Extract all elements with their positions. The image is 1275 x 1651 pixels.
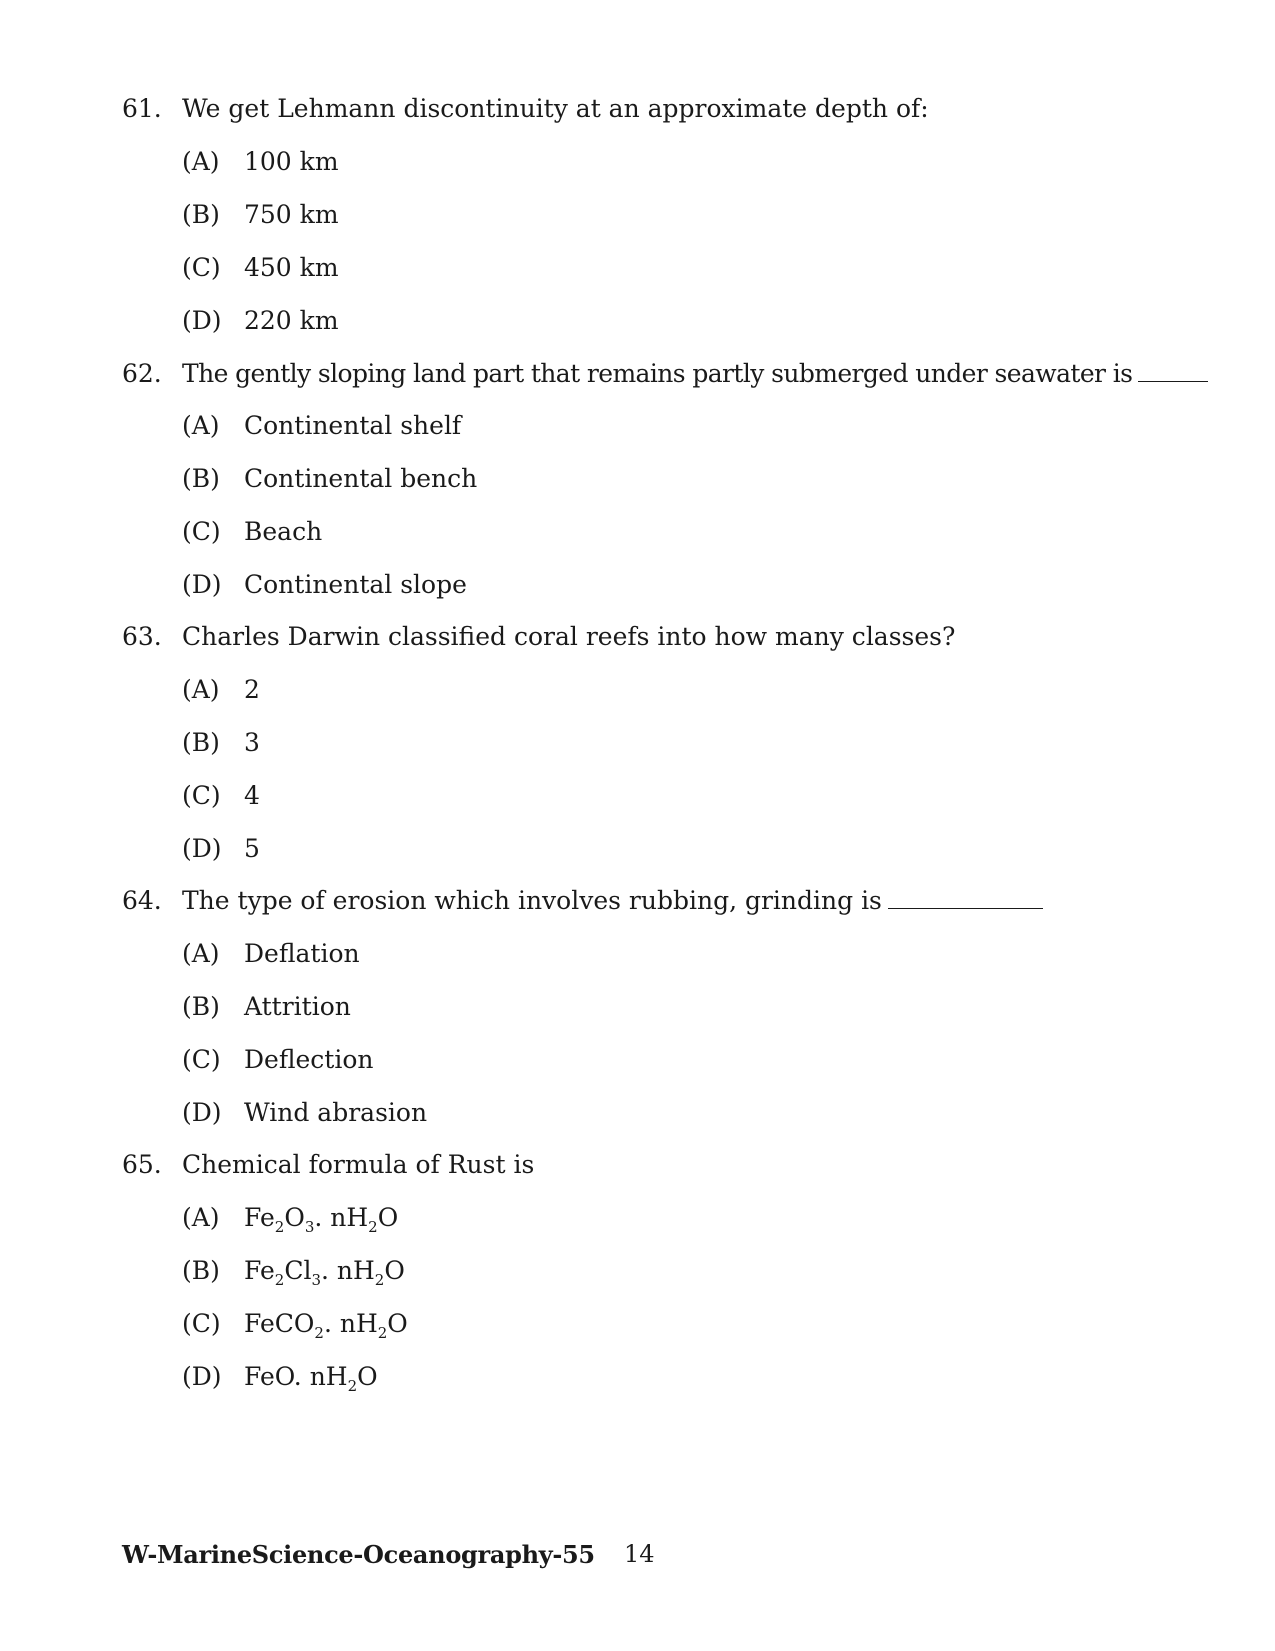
option-letter: (D) — [182, 1098, 222, 1127]
option-letter: (B) — [182, 1256, 220, 1285]
question-number: 62. — [122, 359, 162, 388]
question-65 — [122, 1150, 1162, 1180]
question-text: Charles Darwin classified coral reefs into how many classes? — [182, 622, 956, 651]
option-letter: (B) — [182, 992, 220, 1021]
option-letter: (C) — [182, 517, 221, 546]
question-text: We get Lehmann discontinuity at an approximate depth of: — [182, 94, 929, 123]
option-65-a[interactable] — [182, 1203, 399, 1236]
option-formula: $Fe_2Cl_3$. $nH_2O$ — [244, 1256, 405, 1289]
option-text: Attrition — [244, 992, 351, 1021]
option-64-c[interactable] — [182, 1045, 374, 1075]
option-text: Wind abrasion — [244, 1098, 428, 1127]
option-letter: (A) — [182, 147, 220, 176]
option-63-c[interactable] — [182, 781, 260, 811]
question-number: 64. — [122, 886, 162, 915]
question-61 — [122, 94, 1162, 124]
option-letter: (D) — [182, 834, 222, 863]
option-letter: (D) — [182, 570, 222, 599]
option-text: Deflation — [244, 939, 360, 968]
option-letter: (C) — [182, 1309, 221, 1338]
option-letter: (A) — [182, 411, 220, 440]
option-65-c[interactable] — [182, 1309, 408, 1342]
option-letter: (A) — [182, 1203, 220, 1232]
option-65-d[interactable] — [182, 1362, 378, 1395]
option-63-a[interactable] — [182, 675, 260, 705]
option-62-a[interactable] — [182, 411, 461, 441]
option-formula: $Fe_2O_3$. $nH_2O$ — [244, 1203, 399, 1236]
answer-blank — [1138, 361, 1208, 382]
option-letter: (C) — [182, 253, 221, 282]
option-text: 2 — [244, 675, 260, 704]
option-64-a[interactable] — [182, 939, 360, 969]
option-text: 750 km — [244, 200, 339, 229]
option-letter: (D) — [182, 1362, 222, 1391]
option-63-b[interactable] — [182, 728, 260, 758]
option-formula: FeO. $nH_2O$ — [244, 1362, 378, 1395]
option-text: Deflection — [244, 1045, 374, 1074]
option-text: Continental shelf — [244, 411, 462, 440]
question-number: 63. — [122, 622, 162, 651]
option-letter: (C) — [182, 1045, 221, 1074]
page-number: 14 — [624, 1540, 655, 1568]
option-letter: (B) — [182, 200, 220, 229]
option-62-b[interactable] — [182, 464, 477, 494]
question-number: 65. — [122, 1150, 162, 1179]
option-letter: (A) — [182, 675, 220, 704]
option-64-b[interactable] — [182, 992, 351, 1022]
option-text: 220 km — [244, 306, 339, 335]
option-65-b[interactable] — [182, 1256, 405, 1289]
option-text: 100 km — [244, 147, 339, 176]
question-64 — [122, 886, 1162, 916]
option-letter: (B) — [182, 728, 220, 757]
option-62-d[interactable] — [182, 570, 467, 600]
option-text: Continental slope — [244, 570, 467, 599]
option-text: 5 — [244, 834, 260, 863]
option-letter: (B) — [182, 464, 220, 493]
option-64-d[interactable] — [182, 1098, 427, 1128]
option-formula: FeCO$_2$. $nH_2O$ — [244, 1309, 408, 1342]
option-text: Continental bench — [244, 464, 478, 493]
document-code: W-MarineScience-Oceanography-55 — [122, 1540, 595, 1569]
option-text: 4 — [244, 781, 260, 810]
option-letter: (C) — [182, 781, 221, 810]
question-63 — [122, 622, 1162, 652]
option-letter: (D) — [182, 306, 222, 335]
question-text: The gently sloping land part that remains partly submerged under seawater is — [182, 359, 1133, 388]
option-61-b[interactable] — [182, 200, 339, 230]
question-number: 61. — [122, 94, 162, 123]
question-62 — [122, 359, 1162, 389]
option-text: Beach — [244, 517, 323, 546]
option-61-d[interactable] — [182, 306, 339, 336]
question-text: Chemical formula of Rust is — [182, 1150, 535, 1179]
question-text: The type of erosion which involves rubbing, grinding is — [182, 886, 882, 915]
option-text: 3 — [244, 728, 260, 757]
option-62-c[interactable] — [182, 517, 322, 547]
answer-blank — [888, 888, 1043, 909]
option-63-d[interactable] — [182, 834, 260, 864]
option-letter: (A) — [182, 939, 220, 968]
option-61-c[interactable] — [182, 253, 339, 283]
option-text: 450 km — [244, 253, 339, 282]
option-61-a[interactable] — [182, 147, 339, 177]
